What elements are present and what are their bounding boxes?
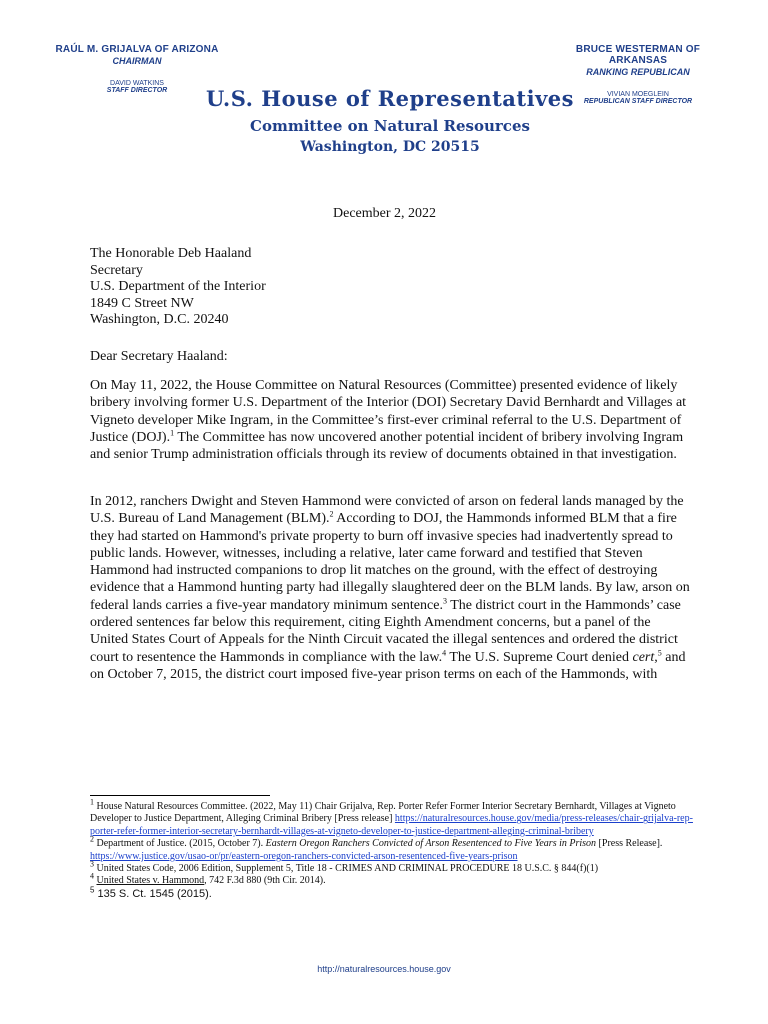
footnote-ref-3[interactable]: 3 bbox=[442, 596, 447, 606]
footnote-ref-4[interactable]: 4 bbox=[442, 648, 447, 658]
footer-website[interactable]: http://naturalresources.house.gov bbox=[317, 964, 451, 974]
recipient-address bbox=[90, 246, 266, 329]
address-line: The Honorable Deb Haaland bbox=[90, 246, 252, 261]
republican-staff-title: REPUBLICAN STAFF DIRECTOR bbox=[583, 98, 693, 105]
footnote-ref-2[interactable]: 2 bbox=[329, 509, 334, 519]
ranking-member-name: BRUCE WESTERMAN OF ARKANSAS bbox=[575, 44, 701, 66]
address-line: Secretary bbox=[90, 262, 143, 278]
footnote-2-link[interactable]: https://www.justice.gov/usao-or/pr/eastern-oregon-ranchers-convicted-arson-resentenced-five-years-prison bbox=[90, 850, 518, 862]
paragraph-2: In 2012, ranchers Dwight and Steven Hammond were convicted of arson on federal lands managed by the U.S. Bureau of Land Management (BLM).$^2$ According to DOJ, the Hammonds informed BLM that a fire they had started on Hammond's private property to burn off invasive species had inadvertently spread to public lands. However, witnesses, including a relative, later came forward and testified that Steven Hammond had instructed companions to drop lit matches on the ground, with the effect of destroying evidence that a Hammond hunting party had illegally slaughtered deer on the BLM lands. By law, arson on federal lands carries a five-year mandatory minimum sentence.$^3$ The district court in the Hammonds’ case ordered sentences far below this requirement, citing Eighth Amendment concerns, but a panel of the United States Court of Appeals for the Ninth Circuit vacated the illegal sentences and ordered the district court to resentence the Hammonds in compliance with the law.$^4$ The U.S. Supreme Court denied cert,$^5$ and on October 7, 2015, the district court imposed five-year prison terms on each of the Hammonds, with bbox=[90, 494, 690, 682]
paragraph-1: On May 11, 2022, the House Committee on Natural Resources (Committee) presented evidence of likely bribery involving former U.S. Department of the Interior (DOI) Secretary David Bernhardt and Villages at Vigneto developer Mike Ingram, in the Committee’s first-ever criminal referral to the U.S. Department of Justice (DOJ).$^1$ The Committee has now uncovered another potential incident of bribery involving Ingram and senior Trump administration officials through its review of documents obtained in that investigation. bbox=[90, 378, 687, 463]
footnote-ref-5[interactable]: 5 bbox=[657, 648, 662, 658]
committee-title: Committee on Natural Resources bbox=[250, 117, 530, 135]
staff-director-title: STAFF DIRECTOR bbox=[106, 87, 168, 94]
footnote-3: $^3$ United States Code, 2006 Edition, Supplement 5, Title 18 - CRIMES AND CRIMINAL PROCEDURE 18 U.S.C. § 844(f)(1) bbox=[90, 859, 599, 875]
chairman-block bbox=[52, 44, 222, 94]
footnote-5: $^5$ 135 S. Ct. 1545 (2015). bbox=[90, 885, 212, 900]
address-line: Washington, D.C. 20240 bbox=[90, 312, 229, 327]
footnote-divider bbox=[90, 795, 270, 796]
chairman-title: CHAIRMAN bbox=[112, 56, 162, 66]
letter-date: December 2, 2022 bbox=[333, 206, 437, 221]
footnotes bbox=[90, 797, 700, 900]
footnote-1: $^1$ House Natural Resources Committee. (2022, May 11) Chair Grijalva, Rep. Porter Refer Former Interior Secretary Bernhardt, Villages at Vigneto Developer to Justice Department, Alleging Criminal Bribery [Press release] https://naturalresources.house.gov/media/press-releases/chair-grijalva-rep-porter-refer-former-interior-secretary-bernhardt-villages-at-vigneto-developer-to-justice-department-alleging-criminal-bribery bbox=[90, 797, 693, 837]
chairman-name: RAÚL M. GRIJALVA OF ARIZONA bbox=[55, 44, 219, 55]
address-line: 1849 C Street NW bbox=[90, 295, 194, 311]
republican-staff-name: VIVIAN MOEGLEIN bbox=[607, 91, 669, 98]
footnote-1-link[interactable]: https://naturalresources.house.gov/media/press-releases/chair-grijalva-rep-porter-refer-former-interior-secretary-bernhardt-villages-at-vigneto-developer-to-justice-department-alleging-criminal-bribery bbox=[90, 813, 693, 837]
staff-director-name: DAVID WATKINS bbox=[110, 80, 164, 87]
footnote-4: $^4$ United States v. Hammond, 742 F.3d 880 (9th Cir. 2014). bbox=[90, 872, 326, 887]
house-title: U.S. House of Representatives bbox=[206, 86, 574, 111]
ranking-member-title: RANKING REPUBLICAN bbox=[586, 67, 690, 77]
committee-location: Washington, DC 20515 bbox=[300, 139, 480, 155]
address-line: U.S. Department of the Interior bbox=[90, 279, 266, 294]
footnote-ref-1[interactable]: 1 bbox=[170, 428, 175, 438]
footnote-2: $^2$ Department of Justice. (2015, October 7). Eastern Oregon Ranchers Convicted of Arson Resentenced to Five Years in Prison [Press Release]. https://www.justice.gov/usao-or/pr/eastern-oregon-ranchers-convicted-arson-resentenced-five-years-prison bbox=[90, 834, 663, 862]
masthead bbox=[200, 86, 580, 155]
salutation: Dear Secretary Haaland: bbox=[90, 349, 228, 364]
